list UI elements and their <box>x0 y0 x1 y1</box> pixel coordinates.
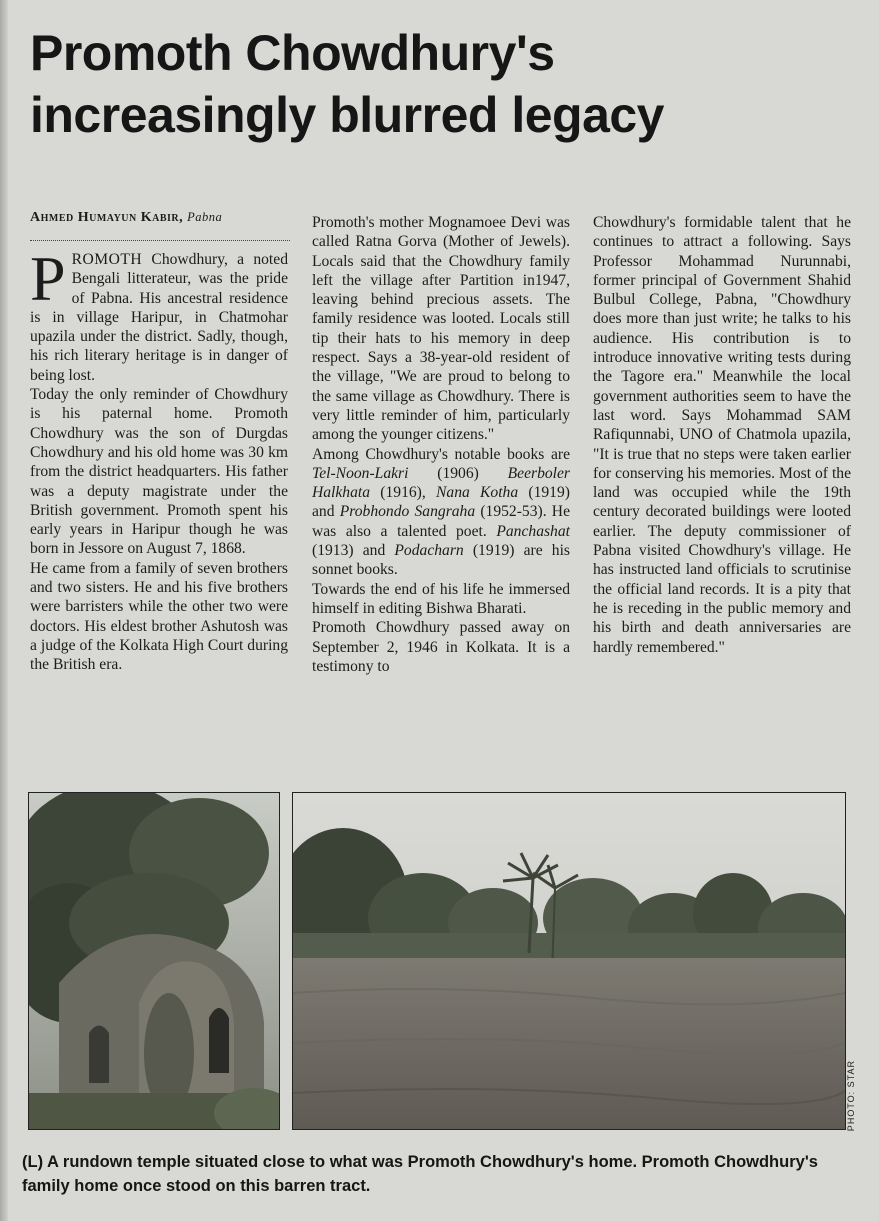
lead-caps: ROMOTH <box>71 251 143 268</box>
paragraph-text: (1906) <box>408 464 508 482</box>
headline <box>30 22 850 146</box>
headline-line-2: increasingly blurred legacy <box>30 87 664 143</box>
paragraph-text: Among Chowdhury's notable books are <box>312 445 570 463</box>
paragraph: Promoth Chowdhury passed away on September 2, 1946 in Kolkata. It is a testimony to <box>312 619 570 675</box>
byline-divider <box>30 240 290 241</box>
article-column-3 <box>593 213 851 657</box>
paragraph <box>312 445 570 580</box>
temple-photo-icon <box>29 793 279 1129</box>
drop-cap: P <box>30 243 66 314</box>
byline-place: Pabna <box>187 210 223 224</box>
paragraph-text: (1919) are his sonnet books. <box>312 542 570 579</box>
byline-name: Ahmed Humayun Kabir, <box>30 210 184 225</box>
paragraph <box>30 243 288 385</box>
paragraph: Chowdhury's formidable talent that he continues to attract a following. Says Professor Mohammad Nurunnabi, former principal of Government Shahid Bulbul College, Pabna, "Chowdhury does more than just write; he talks to his audience. His contribution is to introduce innovative writing tests during the Tagore era." Meanwhile the local government authorities seem to have the last word. Says Mohammad SAM Rafiqunnabi, UNO of Chatmola upazila, "It is true that no steps were taken earlier for conserving his memories. Most of the land was occupied while the 19th century decorated buildings were looted earlier. The deputy commissioner of Pabna visited Chowdhury's village. He has instructed land officials to scrutinise the official land records. It is a pity that he is receding in the public memory and his birth and death anniversaries are hardly remembered." <box>593 214 851 656</box>
paragraph-text: (1913) and <box>312 542 395 560</box>
book-title: Panchashat <box>496 522 570 540</box>
paragraph: Today the only reminder of Chowdhury is his paternal home. Promoth Chowdhury was the son of Durgdas Chowdhury and his old home was 30 km from the district headquarters. His father was a deputy magistrate under the British government. Promoth spent his early years in Haripur though he was born in Jessore on August 7, 1868. <box>30 386 288 558</box>
article-column-1 <box>30 243 288 675</box>
book-title: Podacharn <box>394 542 464 560</box>
photo-caption: (L) A rundown temple situated close to what was Promoth Chowdhury's home. Promoth Chowdhury's family home once stood on this barren tract. <box>22 1153 818 1195</box>
paragraph: Towards the end of his life he immersed himself in editing Bishwa Bharati. <box>312 580 570 617</box>
paragraph-text: Chowdhury, a noted Bengali litterateur, was the pride of Pabna. His ancestral residence is in village Haripur, in Chatmohar upazila under the district. Sadly, though, his rich literary heritage is in danger of being lost. <box>30 251 288 384</box>
barren-field-photo <box>292 792 846 1130</box>
book-title: Tel-Noon-Lakri <box>312 464 409 482</box>
paragraph: He came from a family of seven brothers and two sisters. He and his five brothers were barristers while the other two were doctors. His eldest brother Ashutosh was a judge of the Kolkata High Court during the British era. <box>30 559 288 674</box>
photo-credit: PHOTO: STAR <box>846 1060 856 1132</box>
paragraph-text: (1916), <box>370 484 436 502</box>
book-title: Beerboler Halkhata <box>312 464 570 502</box>
temple-photo <box>28 792 280 1130</box>
barren-field-photo-icon <box>293 793 845 1129</box>
book-title: Probhondo Sangraha <box>339 503 476 521</box>
headline-line-1: Promoth Chowdhury's <box>30 25 555 81</box>
book-title: Nana Kotha <box>436 484 519 502</box>
byline <box>30 210 292 226</box>
paragraph-text: (1952-53). He was also a talented poet. <box>312 503 570 540</box>
paragraph-text: (1919) and <box>312 484 570 521</box>
paragraph: Promoth's mother Mognamoee Devi was called Ratna Gorva (Mother of Jewels). Locals said that the Chowdhury family left the village after Partition in1947, leaving behind precious assets. The family residence was looted. Locals still tip their hats to his memory in deep respect. Says a 38-year-old resident of the village, "We are proud to belong to the same village as Chowdhury. There is very little reminder of him, particularly among the younger citizens." <box>312 214 570 444</box>
article-column-2 <box>312 213 570 676</box>
page-edge <box>0 0 8 1221</box>
